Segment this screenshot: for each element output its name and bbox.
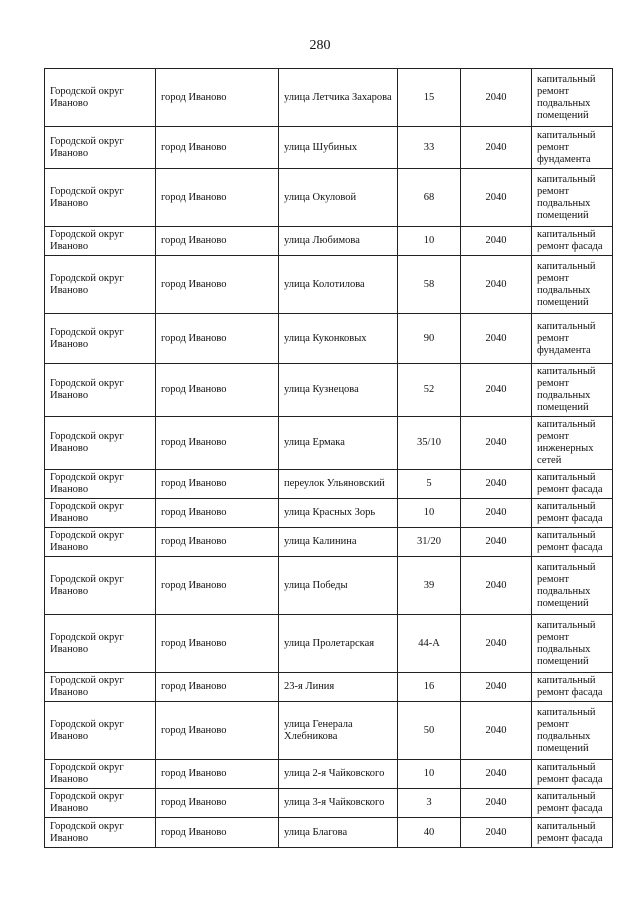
table-row (45, 615, 613, 673)
year-cell: 2040 (461, 127, 532, 169)
settlement-cell: город Иваново (156, 760, 279, 789)
year-cell: 2040 (461, 557, 532, 615)
table-row (45, 69, 613, 127)
year-cell: 2040 (461, 499, 532, 528)
house-number-cell: 16 (398, 673, 461, 702)
house-number-cell: 58 (398, 256, 461, 314)
municipality-cell: Городской округ Иваново (45, 314, 156, 364)
municipality-cell: Городской округ Иваново (45, 528, 156, 557)
table-row (45, 557, 613, 615)
table-row (45, 417, 613, 470)
house-number-cell: 44-А (398, 615, 461, 673)
street-cell: улица Окуловой (279, 169, 398, 227)
work-type-cell: капитальный ремонт фасада (532, 470, 613, 499)
municipality-cell: Городской округ Иваново (45, 470, 156, 499)
street-cell: улица Шубиных (279, 127, 398, 169)
settlement-cell: город Иваново (156, 470, 279, 499)
year-cell: 2040 (461, 227, 532, 256)
table-row (45, 256, 613, 314)
municipality-cell: Городской округ Иваново (45, 256, 156, 314)
year-cell: 2040 (461, 470, 532, 499)
table-row (45, 227, 613, 256)
street-cell: улица Победы (279, 557, 398, 615)
house-number-cell: 10 (398, 499, 461, 528)
table-row (45, 364, 613, 417)
municipality-cell: Городской округ Иваново (45, 789, 156, 818)
street-cell: улица 3-я Чайковского (279, 789, 398, 818)
work-type-cell: капитальный ремонт подвальных помещений (532, 256, 613, 314)
municipality-cell: Городской округ Иваново (45, 702, 156, 760)
settlement-cell: город Иваново (156, 615, 279, 673)
work-type-cell: капитальный ремонт подвальных помещений (532, 557, 613, 615)
settlement-cell: город Иваново (156, 69, 279, 127)
table-row (45, 673, 613, 702)
year-cell: 2040 (461, 789, 532, 818)
street-cell: улица Благова (279, 818, 398, 848)
house-number-cell: 10 (398, 760, 461, 789)
street-cell: улица Ермака (279, 417, 398, 470)
table-row (45, 169, 613, 227)
house-number-cell: 5 (398, 470, 461, 499)
table-row (45, 528, 613, 557)
work-type-cell: капитальный ремонт подвальных помещений (532, 364, 613, 417)
work-type-cell: капитальный ремонт фасада (532, 673, 613, 702)
street-cell: переулок Ульяновский (279, 470, 398, 499)
settlement-cell: город Иваново (156, 314, 279, 364)
work-type-cell: капитальный ремонт фасада (532, 818, 613, 848)
table-row (45, 818, 613, 848)
table-row (45, 127, 613, 169)
house-number-cell: 50 (398, 702, 461, 760)
repair-schedule-table (44, 68, 613, 848)
municipality-cell: Городской округ Иваново (45, 227, 156, 256)
settlement-cell: город Иваново (156, 528, 279, 557)
work-type-cell: капитальный ремонт фасада (532, 760, 613, 789)
house-number-cell: 35/10 (398, 417, 461, 470)
table-row (45, 789, 613, 818)
work-type-cell: капитальный ремонт фундамента (532, 314, 613, 364)
table-row (45, 499, 613, 528)
house-number-cell: 68 (398, 169, 461, 227)
municipality-cell: Городской округ Иваново (45, 818, 156, 848)
work-type-cell: капитальный ремонт подвальных помещений (532, 69, 613, 127)
year-cell: 2040 (461, 615, 532, 673)
street-cell: улица Пролетарская (279, 615, 398, 673)
work-type-cell: капитальный ремонт инженерных сетей (532, 417, 613, 470)
municipality-cell: Городской округ Иваново (45, 364, 156, 417)
municipality-cell: Городской округ Иваново (45, 557, 156, 615)
work-type-cell: капитальный ремонт подвальных помещений (532, 702, 613, 760)
year-cell: 2040 (461, 702, 532, 760)
year-cell: 2040 (461, 69, 532, 127)
work-type-cell: капитальный ремонт фасада (532, 789, 613, 818)
house-number-cell: 33 (398, 127, 461, 169)
settlement-cell: город Иваново (156, 673, 279, 702)
table-row (45, 702, 613, 760)
municipality-cell: Городской округ Иваново (45, 760, 156, 789)
street-cell: улица Красных Зорь (279, 499, 398, 528)
street-cell: улица Калинина (279, 528, 398, 557)
year-cell: 2040 (461, 256, 532, 314)
municipality-cell: Городской округ Иваново (45, 615, 156, 673)
street-cell: улица Любимова (279, 227, 398, 256)
work-type-cell: капитальный ремонт подвальных помещений (532, 615, 613, 673)
street-cell: 23-я Линия (279, 673, 398, 702)
page-number: 280 (309, 38, 331, 53)
settlement-cell: город Иваново (156, 557, 279, 615)
settlement-cell: город Иваново (156, 256, 279, 314)
table-row (45, 314, 613, 364)
house-number-cell: 90 (398, 314, 461, 364)
year-cell: 2040 (461, 818, 532, 848)
municipality-cell: Городской округ Иваново (45, 69, 156, 127)
year-cell: 2040 (461, 528, 532, 557)
table-row (45, 760, 613, 789)
year-cell: 2040 (461, 417, 532, 470)
house-number-cell: 39 (398, 557, 461, 615)
table-body (45, 69, 613, 848)
municipality-cell: Городской округ Иваново (45, 169, 156, 227)
settlement-cell: город Иваново (156, 417, 279, 470)
municipality-cell: Городской округ Иваново (45, 417, 156, 470)
street-cell: улица Куконковых (279, 314, 398, 364)
table-row (45, 470, 613, 499)
municipality-cell: Городской округ Иваново (45, 499, 156, 528)
house-number-cell: 31/20 (398, 528, 461, 557)
settlement-cell: город Иваново (156, 227, 279, 256)
house-number-cell: 40 (398, 818, 461, 848)
house-number-cell: 3 (398, 789, 461, 818)
work-type-cell: капитальный ремонт фасада (532, 528, 613, 557)
street-cell: улица 2-я Чайковского (279, 760, 398, 789)
settlement-cell: город Иваново (156, 364, 279, 417)
settlement-cell: город Иваново (156, 702, 279, 760)
street-cell: улица Летчика Захарова (279, 69, 398, 127)
settlement-cell: город Иваново (156, 789, 279, 818)
work-type-cell: капитальный ремонт подвальных помещений (532, 169, 613, 227)
settlement-cell: город Иваново (156, 499, 279, 528)
street-cell: улица Генерала Хлебникова (279, 702, 398, 760)
street-cell: улица Кузнецова (279, 364, 398, 417)
street-cell: улица Колотилова (279, 256, 398, 314)
year-cell: 2040 (461, 314, 532, 364)
work-type-cell: капитальный ремонт фундамента (532, 127, 613, 169)
year-cell: 2040 (461, 364, 532, 417)
year-cell: 2040 (461, 673, 532, 702)
work-type-cell: капитальный ремонт фасада (532, 227, 613, 256)
work-type-cell: капитальный ремонт фасада (532, 499, 613, 528)
settlement-cell: город Иваново (156, 127, 279, 169)
year-cell: 2040 (461, 169, 532, 227)
house-number-cell: 10 (398, 227, 461, 256)
house-number-cell: 15 (398, 69, 461, 127)
settlement-cell: город Иваново (156, 818, 279, 848)
year-cell: 2040 (461, 760, 532, 789)
settlement-cell: город Иваново (156, 169, 279, 227)
municipality-cell: Городской округ Иваново (45, 127, 156, 169)
municipality-cell: Городской округ Иваново (45, 673, 156, 702)
house-number-cell: 52 (398, 364, 461, 417)
